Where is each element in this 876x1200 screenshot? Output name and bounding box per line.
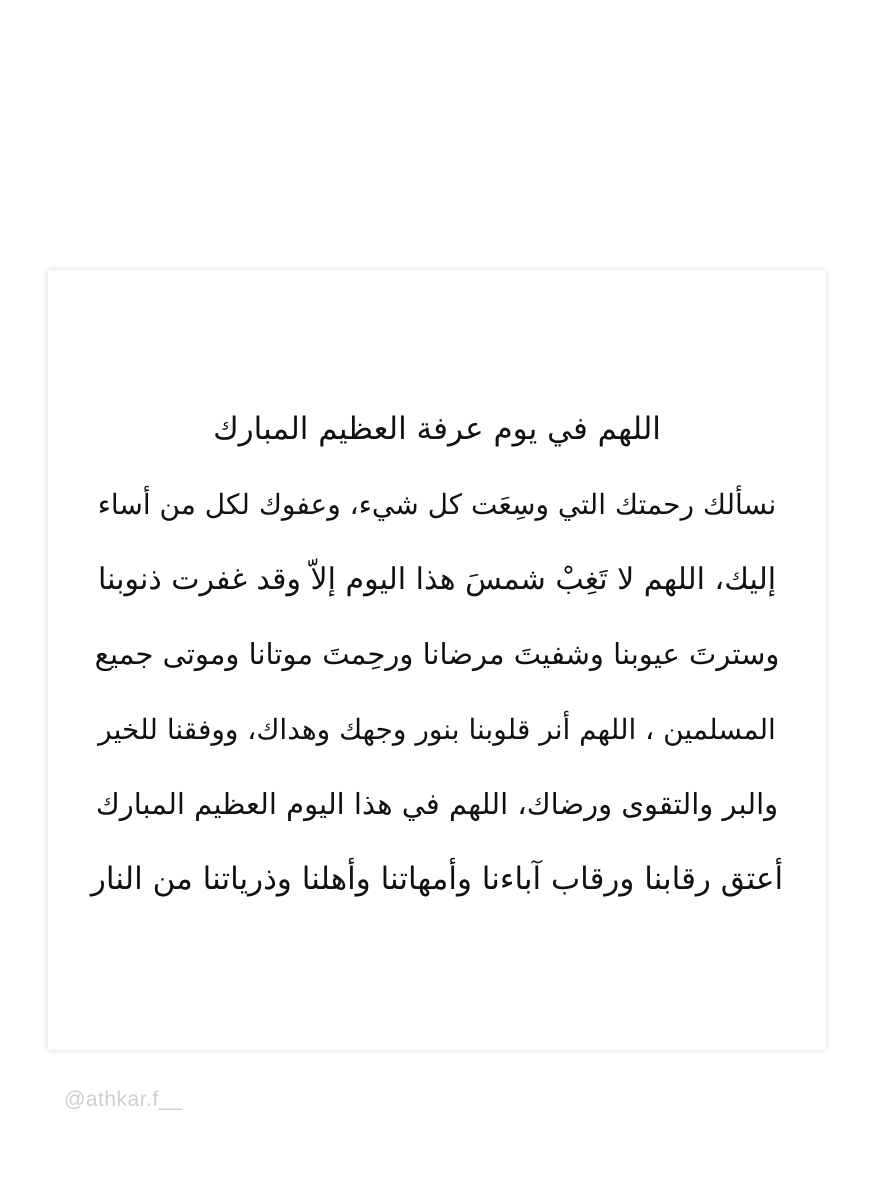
prayer-line: المسلمين ، اللهم أنر قلوبنا بنور وجهك وهداك، ووفقنا للخير xyxy=(98,713,776,746)
prayer-line: أعتق رقابنا ورقاب آباءنا وأمهاتنا وأهلنا وذرياتنا من النار xyxy=(90,861,784,897)
prayer-text xyxy=(88,392,786,917)
prayer-line: وسترتَ عيوبنا وشفيتَ مرضانا ورحِمتَ موتانا وموتى جميع xyxy=(94,637,780,671)
quote-card xyxy=(48,270,826,1050)
prayer-line: والبر والتقوى ورضاك، اللهم في هذا اليوم العظيم المبارك xyxy=(95,787,779,821)
prayer-line: نسألك رحمتك التي وسِعَت كل شيء، وعفوك لكل من أساء xyxy=(97,488,777,521)
account-watermark: @athkar.f__ xyxy=(64,1088,184,1111)
prayer-title: اللهم في يوم عرفة العظيم المبارك xyxy=(213,411,661,447)
prayer-line: إليك، اللهم لا تَغِبْ شمسَ هذا اليوم إلاّ وقد غفرت ذنوبنا xyxy=(97,562,777,597)
